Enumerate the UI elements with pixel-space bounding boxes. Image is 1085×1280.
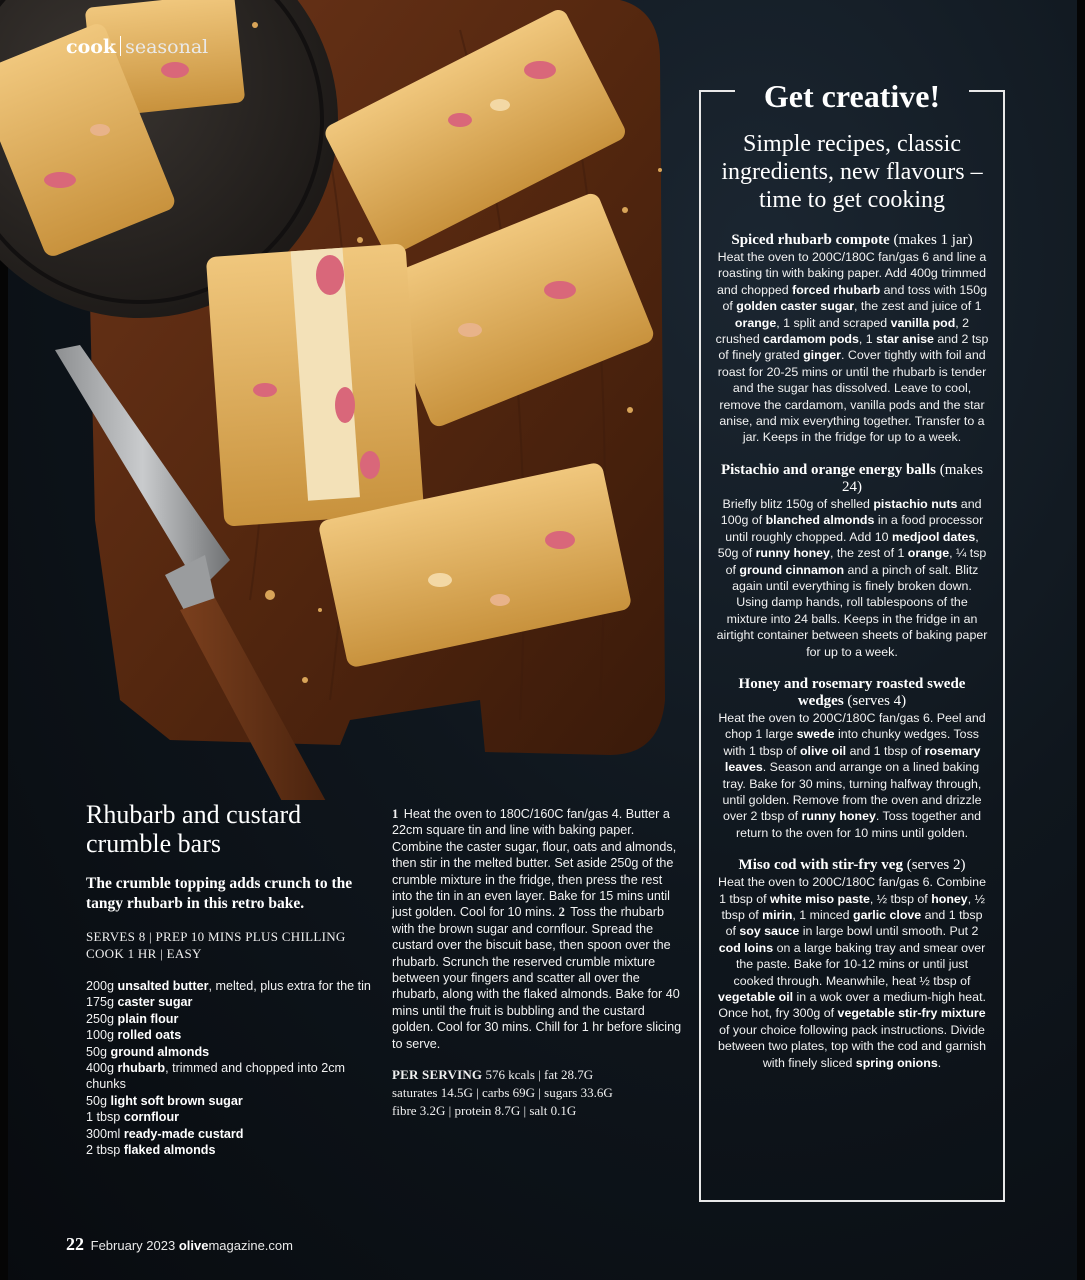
- ingredient-highlight: vegetable stir-fry mixture: [837, 1006, 986, 1021]
- mini-recipe-title: [715, 462, 989, 496]
- method-fragment: Heat the oven to 200C/180C fan/gas 6. Peel and chop 1 large: [718, 710, 986, 742]
- sidebar-recipes: [715, 232, 989, 1087]
- ingredient-highlight: olive oil: [799, 743, 847, 758]
- ingredient-item: [86, 978, 371, 994]
- method-fragment: , the zest and juice of 1: [854, 299, 982, 314]
- ingredient-highlight: white miso paste: [770, 891, 870, 906]
- mini-recipe: [715, 232, 989, 446]
- ingredient-note: , trimmed and chopped into 2cm chunks: [86, 1061, 345, 1092]
- mini-recipe-method: [715, 496, 989, 660]
- ingredient-item: [86, 1027, 371, 1043]
- ingredient-highlight: ginger: [803, 348, 841, 363]
- ingredient-highlight: runny honey: [801, 809, 876, 824]
- ingredient-highlight: runny honey: [755, 546, 830, 561]
- ingredient-highlight: medjool dates: [891, 529, 976, 544]
- ingredient-item: [86, 994, 371, 1010]
- ingredient-name: flaked almonds: [123, 1143, 216, 1158]
- mini-recipe-method: [715, 710, 989, 841]
- ingredient-highlight: ground cinnamon: [739, 562, 845, 577]
- ingredient-highlight: vanilla pod: [890, 315, 956, 330]
- nutrition-line: fibre 3.2G | protein 8.7G | salt 0.1G: [392, 1103, 577, 1119]
- method-fragment: , 1 minced: [792, 908, 854, 922]
- page-footer: [66, 1234, 293, 1255]
- ingredient-highlight: honey: [931, 891, 968, 906]
- method-fragment: . Season and arrange on a lined baking tray. Bake for 30 mins, turning halfway through, until golden. Remove from the oven and drizzle over 2 tbsp of: [722, 760, 982, 824]
- method-fragment: in a food processor until roughly chopped. Add 10: [725, 513, 984, 544]
- ingredient-highlight: soy sauce: [739, 924, 800, 939]
- mini-recipe: [715, 462, 989, 660]
- nutrition-info: [392, 1066, 684, 1120]
- method-fragment: on a large baking tray and smear over the paste. Bake for 10-12 mins or until just cooked through. Meanwhile, heat ½ tbsp of: [733, 940, 986, 988]
- ingredient-note: , melted, plus extra for the tin: [208, 979, 371, 993]
- mini-recipe-name: Miso cod with stir-fry veg: [738, 857, 903, 874]
- recipe-method: [392, 806, 684, 1120]
- mini-recipe-yield: (makes 1 jar): [893, 232, 973, 248]
- method-fragment: Heat the oven to 200C/180C fan/gas 6 and line a roasting tin with baking paper. Add 400g trimmed and chopped: [716, 250, 987, 297]
- ingredient-highlight: blanched almonds: [765, 513, 875, 528]
- mini-recipe-yield: (serves 4): [847, 692, 907, 709]
- mini-recipe-yield: (makes 24): [842, 461, 984, 495]
- mini-recipe-title: [715, 857, 989, 874]
- mini-recipe-title: [715, 676, 989, 710]
- recipe-title: Rhubarb and custard crumble bars: [86, 800, 302, 858]
- mini-recipe-title: [715, 232, 989, 249]
- method-fragment: Heat the oven to 200C/180C fan/gas 6. Combine 1 tbsp of: [718, 875, 986, 906]
- ingredient-item: [86, 1093, 371, 1109]
- brand-domain: magazine.com: [208, 1238, 293, 1253]
- ingredient-qty: 1 tbsp: [86, 1110, 124, 1125]
- ingredient-highlight: spring onions: [855, 1055, 938, 1070]
- sidebar-heading: Get creative!: [763, 78, 941, 114]
- bar-standing: [206, 243, 424, 526]
- ingredient-qty: 175g: [86, 995, 118, 1010]
- ingredient-highlight: forced rhubarb: [792, 282, 881, 297]
- method-fragment: in a wok over a medium-high heat. Once hot, fry 300g of: [718, 990, 986, 1021]
- method-fragment: . Cover tightly with foil and roast for 20-25 mins or until the rhubarb is tender and the sugar has dissolved. Leave to cool, remove the cardamom, vanilla pods and the star anise, and mix everything together. Transfer to a jar. Keeps in the fridge for up to a week.: [717, 348, 987, 445]
- ingredient-highlight: pistachio nuts: [873, 496, 958, 511]
- method-fragment: , 2 crushed: [715, 315, 970, 347]
- ingredient-name: rhubarb: [117, 1061, 166, 1076]
- method-fragment: of your choice following pack instructions. Divide between two plates, top with the cod and garnish with finely sliced: [718, 1022, 986, 1070]
- method-fragment: , 1 split and scraped: [776, 315, 891, 330]
- ingredient-qty: 50g: [86, 1093, 111, 1108]
- section-secondary: seasonal: [125, 36, 209, 58]
- ingredient-item: [86, 1060, 371, 1093]
- mini-recipe: [715, 857, 989, 1071]
- mini-recipe-yield: (serves 2): [906, 857, 966, 874]
- ingredient-item: [86, 1044, 371, 1060]
- ingredient-name: ready-made custard: [123, 1126, 244, 1141]
- mini-recipe-name: Pistachio and orange energy balls: [720, 461, 936, 478]
- method-fragment: , ½ tbsp of: [869, 891, 932, 906]
- ingredient-qty: 50g: [86, 1044, 111, 1059]
- ingredient-highlight: garlic clove: [853, 908, 922, 922]
- method-text: [392, 806, 684, 1052]
- step-text: Heat the oven to 180C/160C fan/gas 4. Butter a 22cm square tin and line with baking paper. Combine the caster sugar, flour, oats and almonds, then stir in the melted butter. Set aside 250g of the crumble mixture in the fridge, then press the rest into the tin in an even layer. Bake for 15 mins until just golden. Cool for 10 mins.: [392, 807, 677, 920]
- ingredient-highlight: golden caster sugar: [736, 299, 855, 314]
- mini-recipe-name: Spiced rhubarb compote: [731, 232, 890, 248]
- method-steps: [392, 806, 684, 1052]
- recipe-meta-line: COOK 1 HR | EASY: [86, 946, 202, 961]
- ingredient-qty: 2 tbsp: [86, 1143, 124, 1158]
- mini-recipe-method: [715, 874, 989, 1071]
- ingredient-name: rolled oats: [117, 1028, 182, 1043]
- page-edge-right: [1077, 0, 1085, 1280]
- ingredient-highlight: vegetable oil: [718, 990, 794, 1005]
- method-fragment: , ½ tbsp of: [721, 891, 985, 922]
- ingredient-name: light soft brown sugar: [110, 1093, 243, 1108]
- recipe-meta: [86, 928, 371, 962]
- mini-recipe: [715, 676, 989, 841]
- recipe-meta-line: SERVES 8 | PREP 10 MINS PLUS CHILLING: [86, 929, 346, 944]
- food-photo: [0, 0, 700, 800]
- ingredient-highlight: cardamom pods: [763, 332, 859, 347]
- section-primary: cook: [66, 36, 117, 58]
- mini-recipe-name: Honey and rosemary roasted swede wedges: [738, 675, 966, 709]
- section-tag: [66, 36, 208, 58]
- method-fragment: . Toss together and return to the oven for 10 mins until golden.: [735, 809, 982, 840]
- ingredient-name: unsalted butter: [117, 979, 209, 993]
- step-number: 1: [392, 807, 399, 821]
- ingredient-name: ground almonds: [110, 1044, 210, 1059]
- ingredient-highlight: orange: [734, 315, 777, 330]
- method-fragment: , 1: [858, 332, 877, 347]
- method-fragment: and toss with 150g of: [722, 282, 987, 314]
- ingredient-qty: 100g: [86, 1028, 118, 1043]
- ingredient-highlight: cod loins: [718, 940, 774, 955]
- method-fragment: , ¼ tsp of: [725, 546, 987, 577]
- ingredient-highlight: swede: [796, 727, 835, 742]
- method-fragment: and 1 tbsp of: [846, 743, 925, 758]
- ingredient-item: [86, 1109, 371, 1125]
- method-fragment: .: [937, 1055, 942, 1070]
- brand-name: olive: [178, 1238, 209, 1253]
- method-fragment: into chunky wedges. Toss with 1 tbsp of: [723, 727, 979, 758]
- ingredient-highlight: mirin: [762, 908, 793, 922]
- ingredient-name: caster sugar: [117, 995, 193, 1010]
- nutrition-label: PER SERVING: [392, 1067, 483, 1083]
- ingredient-item: [86, 1142, 371, 1158]
- ingredient-highlight: rosemary leaves: [724, 743, 981, 775]
- ingredient-name: plain flour: [117, 1011, 179, 1026]
- get-creative-sidebar: [699, 78, 1005, 1202]
- issue-date: February 2023: [90, 1238, 176, 1253]
- method-fragment: Briefly blitz 150g of shelled: [722, 496, 874, 511]
- method-fragment: and 2 tsp of finely grated: [718, 332, 989, 363]
- method-fragment: and a pinch of salt. Blitz again until everything is finely broken down. Using damp hands, roll tablespoons of the mixture into 24 balls. Keeps in the fridge in an airtight container between sheets of baking paper for up to a week.: [716, 562, 988, 659]
- sidebar-subheading: Simple recipes, classic ingredients, new flavours – time to get cooking: [721, 131, 983, 213]
- ingredients-list: [86, 978, 371, 1158]
- step-text: Toss the rhubarb with the brown sugar and cornflour. Spread the custard over the biscuit base, then spoon over the rhubarb. Scrunch the reserved crumble mixture between your fingers and scatter all over the rhubarb, along with the flaked almonds. Bake for 40 mins until the fruit is bubbling and the custard golden. Cool for 30 mins. Chill for 1 hr before slicing to serve.: [392, 905, 682, 1051]
- ingredient-qty: 400g: [86, 1061, 118, 1076]
- method-fragment: and 100g of: [720, 496, 982, 528]
- method-fragment: in large bowl until smooth. Put 2: [799, 924, 979, 939]
- ingredient-qty: 200g: [86, 979, 118, 993]
- ingredient-qty: 300ml: [86, 1126, 124, 1141]
- recipe-intro: The crumble topping adds crunch to the tangy rhubarb in this retro bake.: [86, 875, 353, 912]
- nutrition-line: saturates 14.5G | carbs 69G | sugars 33.6G: [392, 1085, 613, 1101]
- method-fragment: , the zest of 1: [829, 546, 908, 561]
- ingredient-qty: 250g: [86, 1011, 118, 1026]
- method-fragment: , 50g of: [717, 529, 979, 561]
- method-fragment: and 1 tbsp of: [725, 908, 983, 939]
- ingredient-highlight: star anise: [876, 332, 934, 347]
- main-recipe: [86, 800, 371, 1158]
- mini-recipe-method: [715, 249, 989, 446]
- ingredient-name: cornflour: [123, 1110, 180, 1125]
- section-divider: [120, 36, 121, 56]
- page-number: 22: [66, 1234, 84, 1254]
- step-number: 2: [558, 905, 565, 920]
- ingredient-item: [86, 1011, 371, 1027]
- ingredient-highlight: orange: [907, 546, 950, 561]
- nutrition-line: 576 kcals | fat 28.7G: [485, 1067, 594, 1083]
- ingredient-item: [86, 1126, 371, 1142]
